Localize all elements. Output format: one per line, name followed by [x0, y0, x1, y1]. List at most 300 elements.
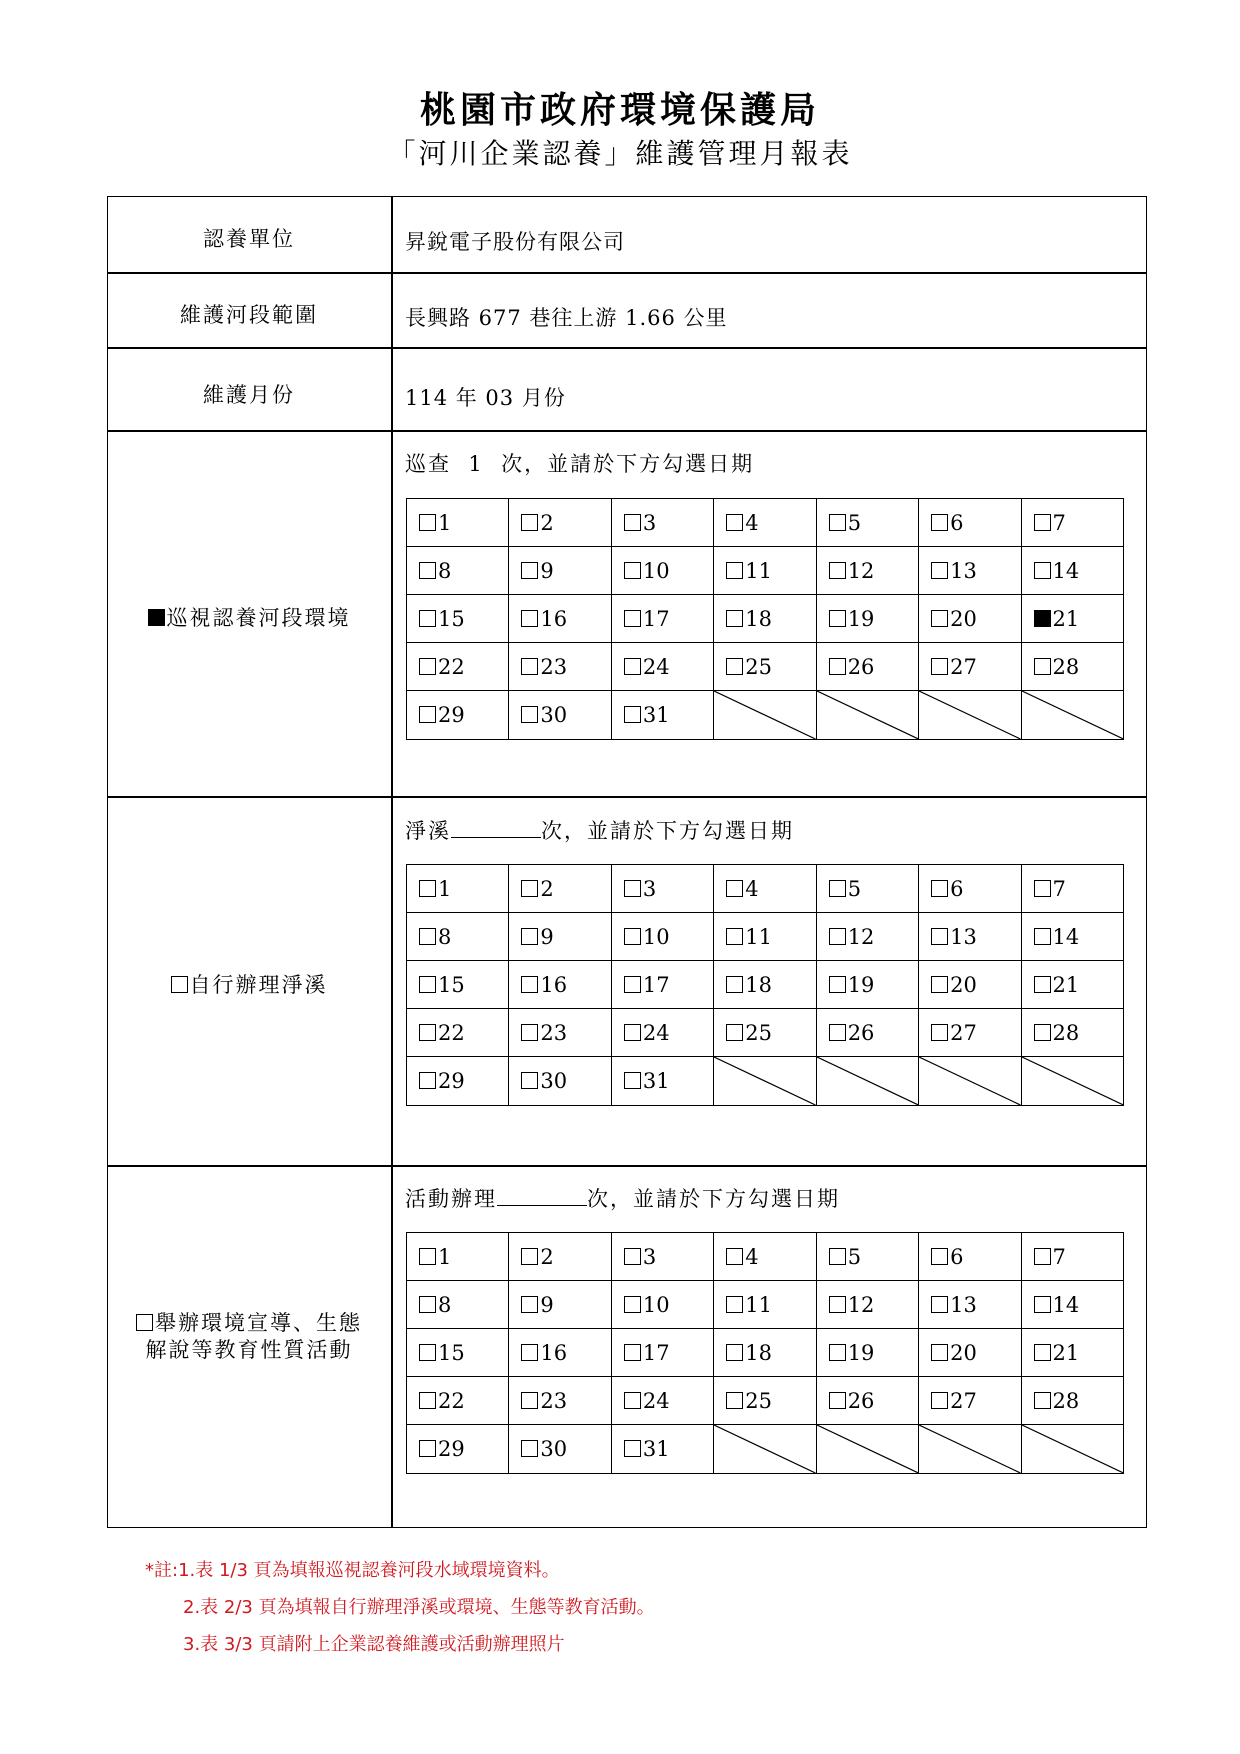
day-number: 27 [950, 1388, 977, 1413]
day-number: 30 [540, 1437, 568, 1461]
day-cell-17[interactable] [611, 1329, 713, 1377]
day-checkbox[interactable] [931, 1248, 948, 1265]
count-blank[interactable] [497, 1187, 587, 1206]
day-checkbox[interactable] [726, 514, 743, 531]
note-2: 2.表 2/3 頁為填報自行辦理淨溪或環境、生態等教育活動。 [183, 1597, 655, 1618]
day-cell-21[interactable] [1021, 961, 1123, 1009]
day-checkbox[interactable] [1034, 976, 1051, 993]
day-number: 25 [745, 1388, 772, 1413]
day-cell-8[interactable] [407, 913, 509, 961]
day-checkbox[interactable] [521, 514, 538, 531]
day-number: 31 [642, 703, 670, 727]
day-cell-30[interactable] [509, 691, 611, 740]
day-number: 23 [540, 654, 568, 679]
day-checkbox[interactable] [521, 658, 538, 675]
day-number: 19 [847, 1340, 875, 1365]
instruction-prefix: 巡查 [405, 452, 451, 476]
day-checkbox[interactable] [726, 1248, 743, 1265]
day-cell-21[interactable] [1021, 595, 1123, 643]
day-checkbox[interactable] [419, 562, 436, 579]
calendar-row [407, 547, 1124, 595]
day-cell-29[interactable] [407, 691, 509, 740]
day-checkbox[interactable] [521, 1392, 538, 1409]
day-number: 4 [745, 1244, 759, 1269]
calendar-row [407, 1377, 1124, 1425]
calendar-row [407, 1009, 1124, 1057]
day-number: 12 [847, 1292, 875, 1317]
day-checkbox[interactable] [931, 880, 948, 897]
day-number: 10 [642, 924, 670, 949]
day-cell-2[interactable] [509, 865, 611, 913]
day-checkbox[interactable] [931, 658, 948, 675]
day-cell-11[interactable] [714, 1281, 816, 1329]
day-number: 12 [847, 558, 875, 583]
day-cell-1[interactable] [407, 865, 509, 913]
day-cell-14[interactable] [1021, 1281, 1123, 1329]
calendar-row [407, 1425, 1124, 1474]
day-checkbox[interactable] [726, 658, 743, 675]
day-checkbox[interactable] [726, 1392, 743, 1409]
day-cell-13[interactable] [919, 547, 1021, 595]
day-checkbox[interactable] [521, 1072, 538, 1089]
day-checkbox[interactable] [624, 1344, 641, 1361]
day-cell-8[interactable] [407, 547, 509, 595]
day-checkbox[interactable] [931, 562, 948, 579]
day-checkbox[interactable] [829, 658, 846, 675]
day-cell-23[interactable] [509, 1377, 611, 1425]
day-checkbox[interactable] [1034, 880, 1051, 897]
day-checkbox[interactable] [829, 1248, 846, 1265]
day-cell-9[interactable] [509, 547, 611, 595]
day-checkbox[interactable] [521, 706, 538, 723]
day-checkbox[interactable] [521, 1248, 538, 1265]
day-checkbox[interactable] [1034, 1024, 1051, 1041]
day-checkbox[interactable] [419, 880, 436, 897]
day-number: 31 [642, 1069, 670, 1093]
empty-cell [816, 1057, 918, 1106]
calendar-grid-patrol [406, 498, 1124, 740]
section-label-text-line2: 解說等教育性質活動 [145, 1338, 353, 1363]
day-checkbox[interactable] [624, 658, 641, 675]
day-cell-13[interactable] [919, 1281, 1021, 1329]
day-checkbox[interactable] [419, 1024, 436, 1041]
day-cell-24[interactable] [611, 643, 713, 691]
day-checkbox[interactable] [419, 976, 436, 993]
day-cell-31[interactable] [611, 1425, 713, 1474]
range-value: 長興路 677 巷往上游 1.66 公里 [405, 306, 728, 330]
day-checkbox[interactable] [829, 514, 846, 531]
calendar-row [407, 961, 1124, 1009]
day-number: 9 [540, 558, 554, 583]
day-checkbox[interactable] [419, 514, 436, 531]
day-number: 7 [1052, 1244, 1066, 1269]
month-label: 維護月份 [203, 383, 295, 407]
section-instruction-education [405, 1183, 840, 1213]
day-number: 1 [438, 1244, 452, 1269]
section-label-cleanup [107, 972, 391, 999]
day-checkbox[interactable] [624, 1248, 641, 1265]
day-checkbox[interactable] [1034, 562, 1051, 579]
day-checkbox[interactable] [829, 976, 846, 993]
day-checkbox[interactable] [931, 514, 948, 531]
day-checkbox[interactable] [419, 1072, 436, 1089]
day-number: 2 [540, 1244, 554, 1269]
section-checkbox-patrol[interactable] [148, 609, 165, 626]
day-cell-24[interactable] [611, 1009, 713, 1057]
day-checkbox[interactable] [726, 976, 743, 993]
day-checkbox[interactable] [624, 514, 641, 531]
day-checkbox[interactable] [1034, 658, 1051, 675]
day-cell-1[interactable] [407, 499, 509, 547]
instruction-suffix: 次，並請於下方勾選日期 [587, 1187, 840, 1211]
day-number: 27 [950, 654, 977, 679]
day-cell-20[interactable] [919, 961, 1021, 1009]
day-cell-6[interactable] [919, 499, 1021, 547]
day-number: 28 [1052, 1020, 1080, 1045]
day-number: 10 [642, 1292, 670, 1317]
instruction-prefix: 活動辦理 [405, 1187, 497, 1211]
day-checkbox[interactable] [829, 610, 846, 627]
day-cell-16[interactable] [509, 961, 611, 1009]
day-number: 18 [745, 606, 772, 631]
day-number: 9 [540, 924, 554, 949]
day-checkbox[interactable] [1034, 1344, 1051, 1361]
day-number: 4 [745, 876, 759, 901]
day-checkbox[interactable] [829, 880, 846, 897]
day-checkbox[interactable] [1034, 1248, 1051, 1265]
day-cell-18[interactable] [714, 595, 816, 643]
day-checkbox[interactable] [829, 562, 846, 579]
day-number: 15 [438, 972, 465, 997]
day-cell-30[interactable] [509, 1057, 611, 1106]
day-cell-13[interactable] [919, 913, 1021, 961]
day-cell-18[interactable] [714, 961, 816, 1009]
day-checkbox[interactable] [726, 1296, 743, 1313]
day-checkbox[interactable] [521, 976, 538, 993]
day-cell-25[interactable] [714, 1377, 816, 1425]
column-divider [391, 196, 393, 1528]
empty-cell [919, 1057, 1021, 1106]
day-cell-11[interactable] [714, 913, 816, 961]
day-number: 13 [950, 558, 977, 583]
day-number: 11 [745, 924, 772, 949]
day-cell-7[interactable] [1021, 1233, 1123, 1281]
day-cell-5[interactable] [816, 499, 918, 547]
day-cell-26[interactable] [816, 643, 918, 691]
day-number: 20 [950, 972, 977, 997]
day-cell-16[interactable] [509, 595, 611, 643]
day-cell-12[interactable] [816, 547, 918, 595]
day-checkbox[interactable] [1034, 1296, 1051, 1313]
day-cell-9[interactable] [509, 1281, 611, 1329]
day-cell-5[interactable] [816, 865, 918, 913]
day-checkbox[interactable] [726, 610, 743, 627]
day-cell-15[interactable] [407, 961, 509, 1009]
day-number: 30 [540, 1069, 568, 1093]
day-number: 9 [540, 1292, 554, 1317]
day-checkbox[interactable] [829, 1344, 846, 1361]
day-number: 25 [745, 1020, 772, 1045]
day-checkbox[interactable] [624, 610, 641, 627]
day-cell-28[interactable] [1021, 643, 1123, 691]
day-number: 24 [642, 1388, 670, 1413]
day-number: 6 [950, 510, 964, 535]
day-checkbox[interactable] [419, 1440, 436, 1457]
day-number: 15 [438, 1340, 465, 1365]
day-checkbox[interactable] [829, 928, 846, 945]
day-cell-7[interactable] [1021, 865, 1123, 913]
day-checkbox[interactable] [419, 1344, 436, 1361]
day-cell-4[interactable] [714, 1233, 816, 1281]
day-checkbox[interactable] [521, 1024, 538, 1041]
day-checkbox[interactable] [624, 1440, 641, 1457]
day-checkbox[interactable] [419, 1296, 436, 1313]
day-number: 18 [745, 972, 772, 997]
day-cell-29[interactable] [407, 1057, 509, 1106]
day-cell-23[interactable] [509, 1009, 611, 1057]
unit-value: 昇銳電子股份有限公司 [405, 230, 625, 254]
day-cell-6[interactable] [919, 865, 1021, 913]
day-checkbox[interactable] [1034, 1392, 1051, 1409]
day-number: 16 [540, 1340, 568, 1365]
day-checkbox[interactable] [521, 880, 538, 897]
day-number: 13 [950, 1292, 977, 1317]
section-label-text: 舉辦環境宣導、生態 [155, 1311, 362, 1335]
day-cell-18[interactable] [714, 1329, 816, 1377]
calendar-row [407, 865, 1124, 913]
day-number: 27 [950, 1020, 977, 1045]
calendar-row [407, 691, 1124, 740]
day-number: 24 [642, 1020, 670, 1045]
day-cell-8[interactable] [407, 1281, 509, 1329]
day-number: 25 [745, 654, 772, 679]
day-checkbox[interactable] [829, 1024, 846, 1041]
day-number: 5 [847, 1244, 862, 1269]
empty-cell [816, 1425, 918, 1474]
day-number: 1 [438, 510, 452, 535]
day-checkbox[interactable] [726, 1024, 743, 1041]
calendar-row [407, 1057, 1124, 1106]
day-number: 2 [540, 510, 554, 535]
day-cell-25[interactable] [714, 1009, 816, 1057]
day-number: 14 [1052, 558, 1080, 583]
instruction-count: 1 [468, 452, 484, 476]
day-cell-14[interactable] [1021, 547, 1123, 595]
day-number: 5 [847, 510, 862, 535]
empty-cell [1021, 1057, 1123, 1106]
day-cell-1[interactable] [407, 1233, 509, 1281]
empty-cell [714, 1057, 816, 1106]
day-number: 6 [950, 1244, 964, 1269]
day-checkbox[interactable] [931, 976, 948, 993]
day-checkbox[interactable] [726, 1344, 743, 1361]
day-cell-2[interactable] [509, 1233, 611, 1281]
calendar-row [407, 1329, 1124, 1377]
unit-label: 認養單位 [203, 227, 295, 251]
calendar-row [407, 643, 1124, 691]
day-cell-4[interactable] [714, 865, 816, 913]
day-cell-27[interactable] [919, 1009, 1021, 1057]
day-cell-2[interactable] [509, 499, 611, 547]
day-cell-28[interactable] [1021, 1377, 1123, 1425]
day-checkbox[interactable] [521, 562, 538, 579]
day-cell-31[interactable] [611, 691, 713, 740]
day-cell-30[interactable] [509, 1425, 611, 1474]
day-checkbox[interactable] [419, 1248, 436, 1265]
instruction-prefix: 淨溪 [405, 819, 451, 843]
day-number: 21 [1052, 972, 1080, 997]
day-checkbox[interactable] [829, 1296, 846, 1313]
day-number: 4 [745, 510, 759, 535]
day-checkbox[interactable] [624, 1072, 641, 1089]
day-checkbox[interactable] [726, 562, 743, 579]
day-cell-9[interactable] [509, 913, 611, 961]
day-number: 26 [847, 1388, 875, 1413]
day-cell-6[interactable] [919, 1233, 1021, 1281]
range-label: 維護河段範圍 [180, 303, 318, 327]
day-number: 17 [642, 972, 670, 997]
day-cell-20[interactable] [919, 595, 1021, 643]
day-cell-26[interactable] [816, 1009, 918, 1057]
day-checkbox[interactable] [419, 610, 436, 627]
instruction-suffix: 次，並請於下方勾選日期 [541, 819, 794, 843]
day-checkbox[interactable] [726, 928, 743, 945]
page-subtitle: 「河川企業認養」維護管理月報表 [387, 137, 853, 170]
day-checkbox[interactable] [419, 706, 436, 723]
day-checkbox[interactable] [624, 562, 641, 579]
day-checkbox[interactable] [726, 880, 743, 897]
day-checkbox[interactable] [521, 1344, 538, 1361]
day-cell-29[interactable] [407, 1425, 509, 1474]
day-cell-4[interactable] [714, 499, 816, 547]
day-checkbox[interactable] [521, 1296, 538, 1313]
day-checkbox[interactable] [931, 1024, 948, 1041]
day-number: 17 [642, 1340, 670, 1365]
day-cell-19[interactable] [816, 961, 918, 1009]
day-number: 29 [438, 703, 465, 727]
section-label-patrol [107, 605, 391, 632]
day-number: 8 [438, 1292, 452, 1317]
day-number: 3 [642, 876, 657, 901]
day-checkbox[interactable] [624, 1392, 641, 1409]
day-cell-3[interactable] [611, 865, 713, 913]
day-checkbox[interactable] [419, 658, 436, 675]
day-cell-10[interactable] [611, 1281, 713, 1329]
day-cell-5[interactable] [816, 1233, 918, 1281]
day-cell-3[interactable] [611, 499, 713, 547]
day-checkbox[interactable] [1034, 610, 1051, 627]
day-cell-22[interactable] [407, 1377, 509, 1425]
month-value: 114 年 03 月份 [405, 386, 566, 410]
day-checkbox[interactable] [931, 610, 948, 627]
day-cell-12[interactable] [816, 1281, 918, 1329]
day-checkbox[interactable] [419, 1392, 436, 1409]
day-number: 30 [540, 703, 568, 727]
day-checkbox[interactable] [419, 928, 436, 945]
day-cell-15[interactable] [407, 1329, 509, 1377]
day-cell-19[interactable] [816, 1329, 918, 1377]
day-cell-22[interactable] [407, 1009, 509, 1057]
day-checkbox[interactable] [624, 706, 641, 723]
day-checkbox[interactable] [1034, 928, 1051, 945]
section-instruction-cleanup [405, 815, 794, 845]
day-number: 12 [847, 924, 875, 949]
count-blank[interactable] [451, 819, 541, 838]
day-checkbox[interactable] [931, 928, 948, 945]
day-cell-11[interactable] [714, 547, 816, 595]
day-cell-21[interactable] [1021, 1329, 1123, 1377]
day-checkbox[interactable] [931, 1392, 948, 1409]
day-cell-26[interactable] [816, 1377, 918, 1425]
day-cell-10[interactable] [611, 913, 713, 961]
day-number: 23 [540, 1020, 568, 1045]
day-checkbox[interactable] [521, 610, 538, 627]
instruction-suffix: 次，並請於下方勾選日期 [501, 452, 755, 476]
day-cell-3[interactable] [611, 1233, 713, 1281]
day-checkbox[interactable] [521, 928, 538, 945]
day-cell-27[interactable] [919, 643, 1021, 691]
day-cell-19[interactable] [816, 595, 918, 643]
calendar-row [407, 913, 1124, 961]
day-cell-22[interactable] [407, 643, 509, 691]
day-cell-20[interactable] [919, 1329, 1021, 1377]
day-cell-17[interactable] [611, 595, 713, 643]
day-checkbox[interactable] [1034, 514, 1051, 531]
day-cell-25[interactable] [714, 643, 816, 691]
calendar-grid-education [406, 1232, 1124, 1474]
day-number: 16 [540, 972, 568, 997]
day-checkbox[interactable] [624, 928, 641, 945]
day-cell-23[interactable] [509, 643, 611, 691]
section-checkbox-cleanup[interactable] [171, 976, 188, 993]
day-checkbox[interactable] [829, 1392, 846, 1409]
day-number: 18 [745, 1340, 772, 1365]
day-number: 16 [540, 606, 568, 631]
day-number: 11 [745, 1292, 772, 1317]
day-cell-15[interactable] [407, 595, 509, 643]
day-checkbox[interactable] [521, 1440, 538, 1457]
day-cell-31[interactable] [611, 1057, 713, 1106]
day-number: 26 [847, 1020, 875, 1045]
day-cell-16[interactable] [509, 1329, 611, 1377]
day-cell-14[interactable] [1021, 913, 1123, 961]
day-checkbox[interactable] [624, 1296, 641, 1313]
day-cell-17[interactable] [611, 961, 713, 1009]
calendar-row [407, 499, 1124, 547]
day-checkbox[interactable] [931, 1344, 948, 1361]
row-divider [107, 272, 1147, 274]
day-cell-28[interactable] [1021, 1009, 1123, 1057]
day-number: 24 [642, 654, 670, 679]
day-checkbox[interactable] [624, 1024, 641, 1041]
day-cell-10[interactable] [611, 547, 713, 595]
day-cell-27[interactable] [919, 1377, 1021, 1425]
day-number: 31 [642, 1437, 670, 1461]
day-checkbox[interactable] [931, 1296, 948, 1313]
day-cell-12[interactable] [816, 913, 918, 961]
day-checkbox[interactable] [624, 880, 641, 897]
section-checkbox-education[interactable] [136, 1314, 153, 1331]
empty-cell [714, 1425, 816, 1474]
calendar-row [407, 1281, 1124, 1329]
day-checkbox[interactable] [624, 976, 641, 993]
empty-cell [816, 691, 918, 740]
day-cell-24[interactable] [611, 1377, 713, 1425]
section-instruction-patrol [405, 448, 754, 478]
day-number: 3 [642, 510, 657, 535]
day-number: 14 [1052, 924, 1080, 949]
day-cell-7[interactable] [1021, 499, 1123, 547]
